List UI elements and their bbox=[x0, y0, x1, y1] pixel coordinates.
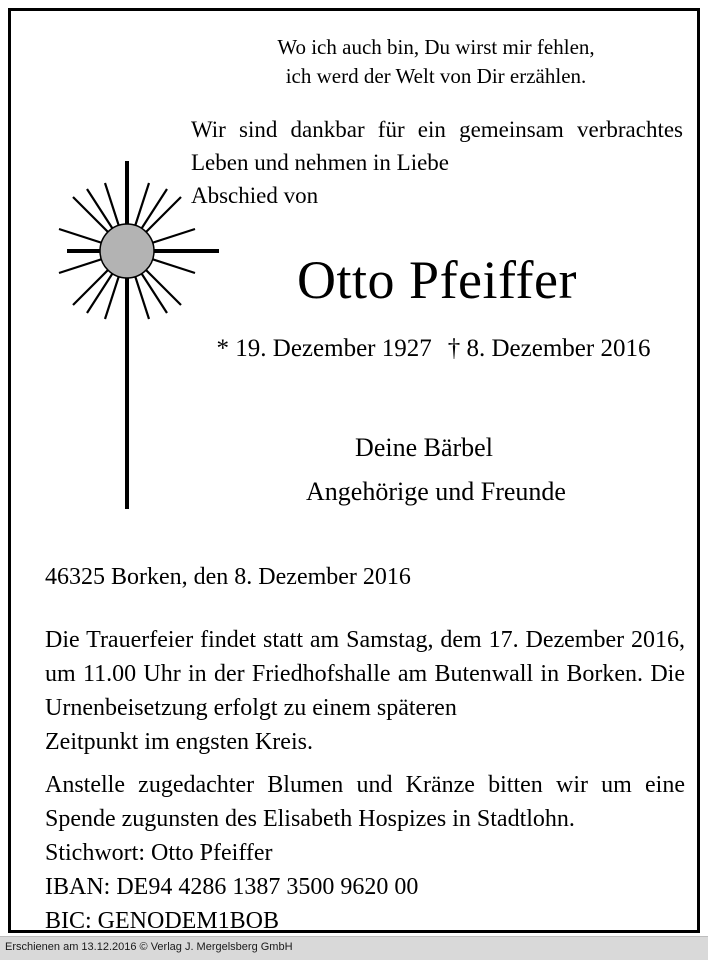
notice-frame bbox=[8, 8, 700, 933]
ceremony-last-line: Zeitpunkt im engsten Kreis. bbox=[45, 729, 313, 755]
place-and-date: 46325 Borken, den 8. Dezember 2016 bbox=[45, 564, 411, 590]
donation-block bbox=[45, 768, 685, 938]
intro-text: Wir sind dankbar für ein gemeinsam verbrachtes Leben und nehmen in Liebe bbox=[191, 117, 683, 175]
footer-bar bbox=[0, 936, 708, 960]
deceased-name: Otto Pfeiffer bbox=[297, 250, 577, 310]
mourner-line-1: Deine Bärbel bbox=[355, 433, 493, 462]
ceremony-text: Die Trauerfeier findet statt am Samstag, dem 17. Dezember 2016, um 11.00 Uhr in der Friedhofshalle am Butenwall in Borken. Die Urnenbeisetzung erfolgt zu einem späteren bbox=[45, 627, 685, 721]
ceremony-details bbox=[45, 623, 685, 759]
intro-last-line: Abschied von bbox=[191, 183, 319, 208]
birth-date: * 19. Dezember 1927 bbox=[216, 335, 432, 362]
donation-bic: BIC: GENODEM1BOB bbox=[45, 908, 280, 934]
donation-keyword: Stichwort: Otto Pfeiffer bbox=[45, 840, 273, 866]
verse-line-1: Wo ich auch bin, Du wirst mir fehlen, bbox=[277, 35, 595, 59]
verse-block bbox=[191, 33, 681, 91]
intro-block bbox=[191, 113, 683, 212]
verse-line-2: ich werd der Welt von Dir erzählen. bbox=[285, 64, 587, 88]
footer-publication-info: Erschienen am 13.12.2016 © Verlag J. Mergelsberg GmbH bbox=[5, 941, 293, 953]
donation-intro: Anstelle zugedachter Blumen und Kränze bitten wir um eine Spende zugunsten des Elisabeth Hospizes in Stadtlohn. bbox=[45, 772, 685, 832]
life-dates bbox=[181, 333, 686, 365]
donation-iban: IBAN: DE94 4286 1387 3500 9620 00 bbox=[45, 874, 419, 900]
mourner-line-2: Angehörige und Freunde bbox=[306, 477, 566, 506]
notice-inner bbox=[11, 11, 697, 934]
mourners-block bbox=[191, 426, 681, 514]
death-date: † 8. Dezember 2016 bbox=[447, 335, 651, 362]
